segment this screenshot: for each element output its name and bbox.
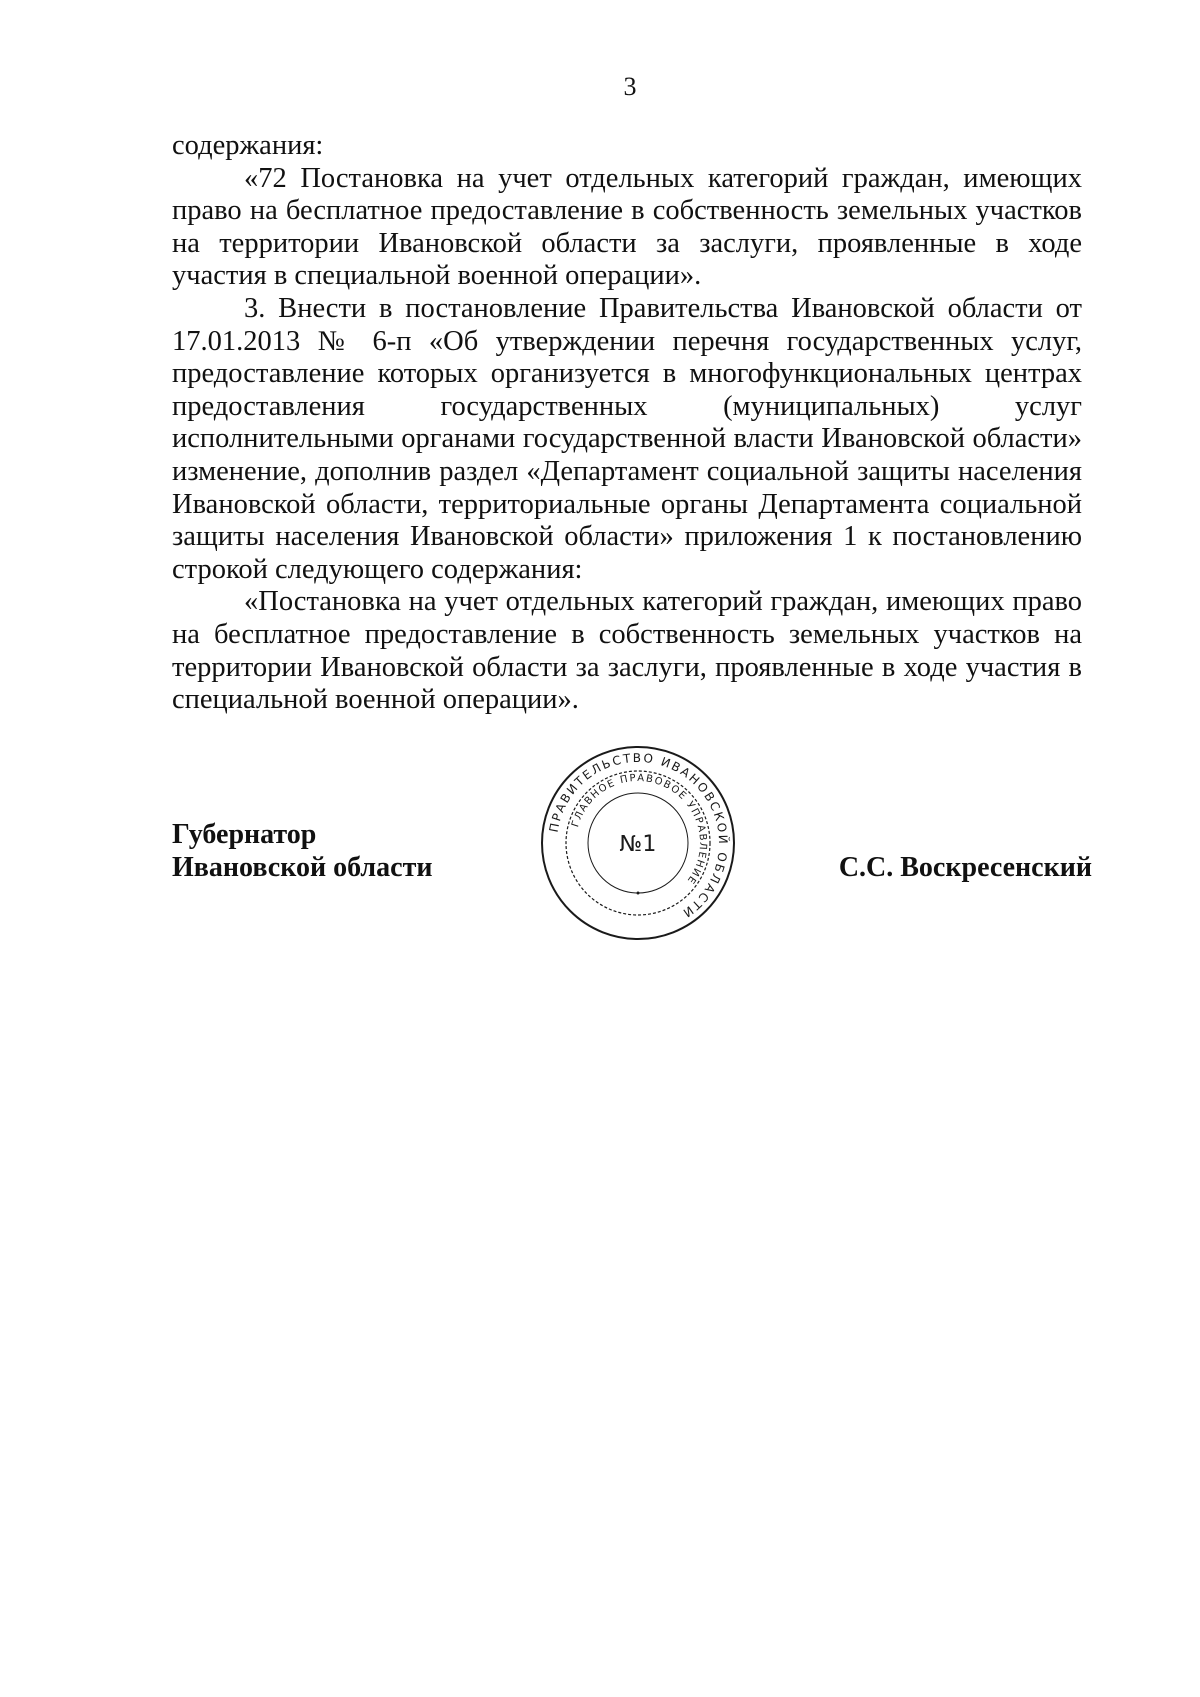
paragraph-quote-72: «72 Постановка на учет отдельных категорий граждан, имеющих право на бесплатное предоставление в собственность земельных участков на территории Ивановской области за заслуги, проявленные в ходе участия в специальной военной операции».	[172, 162, 1082, 292]
document-body	[172, 130, 1082, 717]
seal-outer-text: ПРАВИТЕЛЬСТВО ИВАНОВСКОЙ ОБЛАСТИ	[546, 750, 731, 922]
paragraph-quote-service: «Постановка на учет отдельных категорий граждан, имеющих право на бесплатное предоставление в собственность земельных участков на территории Ивановской области за заслуги, проявленные в ходе участия в специальной военной операции».	[172, 586, 1082, 716]
seal-center-text: №1	[619, 832, 657, 857]
paragraph-continuation: содержания:	[172, 130, 324, 161]
signatory-title	[172, 818, 432, 884]
seal-inner-text: ГЛАВНОЕ ПРАВОВОЕ УПРАВЛЕНИЕ	[570, 772, 709, 887]
signatory-title-line2: Ивановской области	[172, 852, 433, 883]
seal-dot	[637, 892, 640, 895]
signatory-title-line1: Губернатор	[172, 819, 317, 850]
paragraph-item-3: 3. Внести в постановление Правительства Ивановской области от 17.01.2013 № 6-п «Об утверждении перечня государственных услуг, предоставление которых организуется в многофункциональных центрах предоставления государственных (муниципальных) услуг исполнительными органами государственной власти Ивановской области» изменение, дополнив раздел «Департамент социальной защиты населения Ивановской области, территориальные органы Департамента социальной защиты населения Ивановской области» приложения 1 к постановлению строкой следующего содержания:	[172, 292, 1082, 585]
page-number: 3	[623, 72, 637, 101]
official-seal-icon	[538, 743, 738, 943]
signatory-name: С.С. Воскресенский	[838, 852, 1092, 883]
